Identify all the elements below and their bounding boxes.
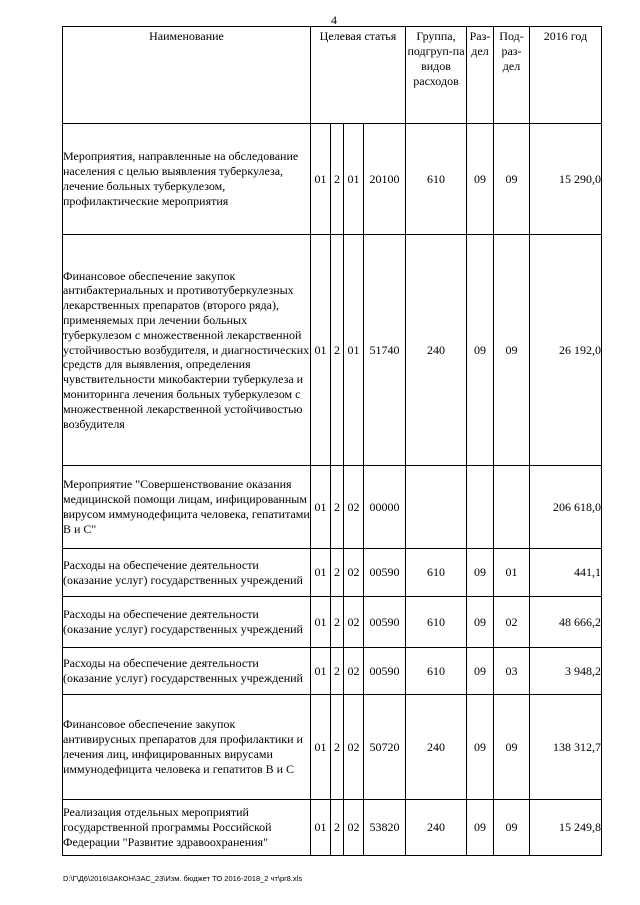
budget-table	[62, 26, 602, 856]
row-program-code: 01	[311, 597, 331, 648]
row-direction-code: 50720	[364, 695, 406, 800]
row-program-code: 01	[311, 235, 331, 466]
row-section: 09	[467, 124, 494, 235]
header-section: Раз-дел	[467, 27, 494, 124]
header-year: 2016 год	[530, 27, 602, 124]
row-subsection: 02	[494, 597, 530, 648]
header-subsection: Под-раз-дел	[494, 27, 530, 124]
table-row	[63, 235, 602, 466]
row-amount: 3 948,2	[530, 648, 602, 695]
row-name: Расходы на обеспечение деятельности (оказание услуг) государственных учреждений	[63, 597, 311, 648]
row-program-code: 01	[311, 800, 331, 856]
row-name: Мероприятие "Совершенствование оказания медицинской помощи лицам, инфицированным вирусом иммунодефицита человека, гепатитами В и С"	[63, 466, 311, 549]
row-direction-code: 51740	[364, 235, 406, 466]
row-subprogram-code: 2	[331, 648, 344, 695]
row-amount: 48 666,2	[530, 597, 602, 648]
table-row	[63, 800, 602, 856]
row-direction-code: 20100	[364, 124, 406, 235]
row-expense-type: 610	[406, 648, 467, 695]
row-expense-type: 610	[406, 597, 467, 648]
row-expense-type	[406, 466, 467, 549]
header-name: Наименование	[63, 27, 311, 124]
row-subsection	[494, 466, 530, 549]
row-program-code: 01	[311, 466, 331, 549]
table-row	[63, 648, 602, 695]
row-section: 09	[467, 695, 494, 800]
row-amount: 15 249,8	[530, 800, 602, 856]
table-row	[63, 695, 602, 800]
row-expense-type: 240	[406, 235, 467, 466]
row-program-code: 01	[311, 648, 331, 695]
table-row	[63, 466, 602, 549]
row-name: Мероприятия, направленные на обследование населения с целью выявления туберкулеза, лечение больных туберкулезом, профилактические мероприятия	[63, 124, 311, 235]
table-header-row	[63, 27, 602, 124]
row-subsection: 03	[494, 648, 530, 695]
row-subsection: 09	[494, 800, 530, 856]
row-expense-type: 610	[406, 124, 467, 235]
row-subprogram-code: 2	[331, 800, 344, 856]
row-activity-code: 02	[344, 800, 364, 856]
row-activity-code: 02	[344, 648, 364, 695]
row-amount: 26 192,0	[530, 235, 602, 466]
row-amount: 206 618,0	[530, 466, 602, 549]
row-expense-type: 240	[406, 800, 467, 856]
row-program-code: 01	[311, 549, 331, 597]
row-amount: 138 312,7	[530, 695, 602, 800]
header-target-article: Целевая статья	[311, 27, 406, 124]
row-subprogram-code: 2	[331, 124, 344, 235]
row-program-code: 01	[311, 695, 331, 800]
row-subprogram-code: 2	[331, 235, 344, 466]
row-name: Расходы на обеспечение деятельности (оказание услуг) государственных учреждений	[63, 549, 311, 597]
table-row	[63, 124, 602, 235]
row-direction-code: 00590	[364, 549, 406, 597]
row-expense-type: 610	[406, 549, 467, 597]
row-section: 09	[467, 648, 494, 695]
row-activity-code: 02	[344, 695, 364, 800]
table-row	[63, 549, 602, 597]
row-activity-code: 02	[344, 549, 364, 597]
row-section: 09	[467, 549, 494, 597]
row-activity-code: 02	[344, 597, 364, 648]
row-amount: 15 290,0	[530, 124, 602, 235]
row-subprogram-code: 2	[331, 695, 344, 800]
row-program-code: 01	[311, 124, 331, 235]
row-section: 09	[467, 597, 494, 648]
footer-file-path: D:\Г\Д6\2016\ЗАКОН\ЗАС_23\Изм. бюджет ТО 2016-2018_2 чт\pr8.xls	[63, 874, 303, 883]
row-expense-type: 240	[406, 695, 467, 800]
row-subsection: 09	[494, 235, 530, 466]
row-subprogram-code: 2	[331, 466, 344, 549]
row-name: Реализация отдельных мероприятий государственной программы Российской Федерации "Развитие здравоохранения"	[63, 800, 311, 856]
row-direction-code: 53820	[364, 800, 406, 856]
row-direction-code: 00590	[364, 597, 406, 648]
row-section	[467, 466, 494, 549]
row-name: Финансовое обеспечение закупок антибактериальных и противотуберкулезных лекарственных препаратов (второго ряда), применяемых при лечении больных туберкулезом с множественной лекарственной устойчивостью возбудителя, и диагностических средств для выявления, определения чувствительности микобактерии туберкулеза и мониторинга лечения больных туберкулезом с множественной лекарственной устойчивостью возбудителя	[63, 235, 311, 466]
row-name: Финансовое обеспечение закупок антивирусных препаратов для профилактики и лечения лиц, инфицированных вирусами иммунодефицита человека и гепатитов В и С	[63, 695, 311, 800]
row-subsection: 01	[494, 549, 530, 597]
row-activity-code: 01	[344, 124, 364, 235]
table-row	[63, 597, 602, 648]
row-subprogram-code: 2	[331, 549, 344, 597]
row-direction-code: 00590	[364, 648, 406, 695]
row-subsection: 09	[494, 124, 530, 235]
row-activity-code: 01	[344, 235, 364, 466]
row-amount: 441,1	[530, 549, 602, 597]
row-section: 09	[467, 235, 494, 466]
row-name: Расходы на обеспечение деятельности (оказание услуг) государственных учреждений	[63, 648, 311, 695]
row-activity-code: 02	[344, 466, 364, 549]
row-section: 09	[467, 800, 494, 856]
row-direction-code: 00000	[364, 466, 406, 549]
header-expense-group: Группа, подгруп-па видов расходов	[406, 27, 467, 124]
row-subsection: 09	[494, 695, 530, 800]
row-subprogram-code: 2	[331, 597, 344, 648]
page-number: 4	[331, 13, 337, 27]
